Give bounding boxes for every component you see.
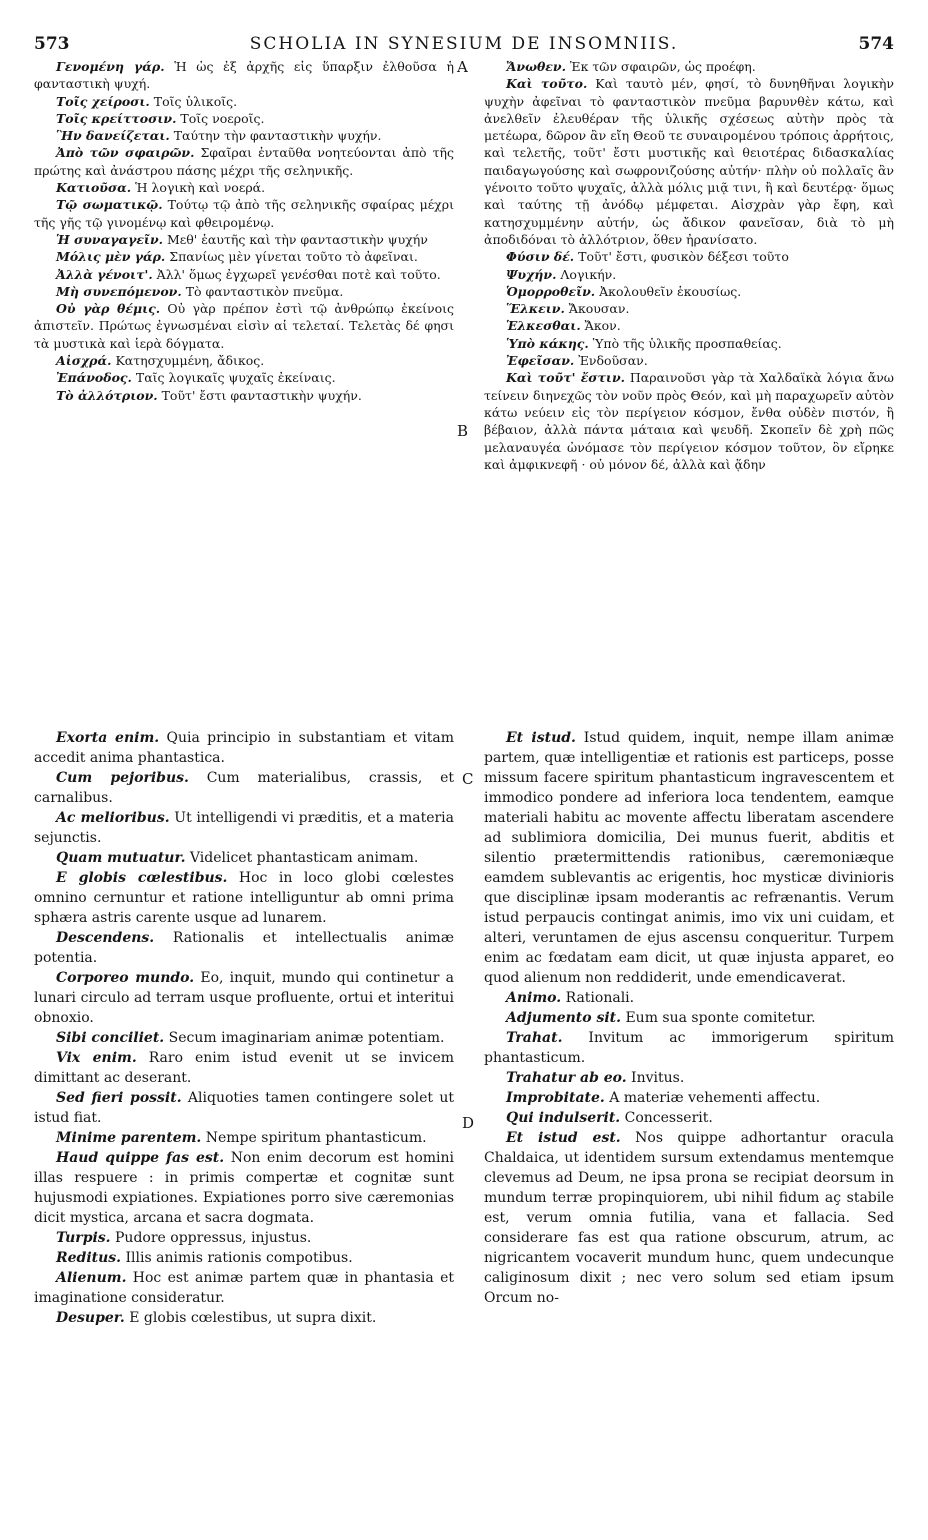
lemma: Τοῖς χείροσι.	[56, 93, 150, 109]
scholion-entry	[34, 1248, 454, 1268]
gloss-text: Hoc est animæ partem quæ in phantasia et imaginatione consideratur.	[34, 1270, 454, 1306]
scholion-entry	[34, 58, 454, 93]
scholion-entry	[484, 1028, 894, 1068]
gloss-text: Invitus.	[626, 1070, 685, 1086]
gloss-text: Ἡ ὡς ἐξ ἀρχῆς εἰς ὕπαρξιν ἐλθοῦσα ἡ φανταστικὴ ψυχή.	[34, 59, 454, 92]
gloss-text: Κατησχυμμένη, ἄδικος.	[111, 353, 265, 369]
greek-scholia-right-column	[484, 58, 894, 473]
lemma: Καὶ τοῦτ' ἔστιν.	[506, 370, 626, 386]
gloss-text: Τούτῳ τῷ ἀπὸ τῆς σεληνικῆς σφαίρας μέχρι τῆς γῆς τῷ γινομένῳ καὶ φθειρομένῳ.	[34, 197, 454, 230]
scholion-entry	[34, 1148, 454, 1228]
gloss-text: Οὐ γὰρ πρέπον ἐστὶ τῷ ἀνθρώπῳ ἐκείνοις ἀπιστεῖν. Πρώτως ἐγνωσμέναι εἰσὶν αἱ τελεταί. Τελετὰς δέ φησι τὰ μυστικὰ καὶ ἱερὰ δόγματα.	[34, 301, 455, 351]
scholion-entry	[484, 266, 894, 283]
gloss-text: Καὶ ταυτὸ μέν, φησί, τὸ δυνηθῆναι λογικὴν ψυχὴν ἀφεῖναι τὸ φανταστικὸν πνεῦμα βαρυνθὲν κάτω, καὶ ἀνελθεῖν ἐλευθέραν τῆς ὑλικῆς σχέσεως αὐτὴν πρὸς τὰ μετέωρα, δῶρον ἂν εἴη Θεοῦ τε συναιρομένου τρόποις ἀρρήτοις, καὶ τελετῆς, τοῦτ' ἔστι μυστικῆς καὶ θειοτέρας διδασκαλίας παιδαγωγούσης καὶ σωφρονιζούσης αὐτήν· πλὴν οὐ πολλαῖς ἂν γένοιτο τοῦτο ψυχαῖς, ἀλλὰ μόλις μιᾷ τινι, ἢ καὶ δευτέρᾳ· ὅμως καὶ ταύτης τῇ ἀνόδῳ μέμφεται. Αἰσχρὰν γὰρ ἔφη, καὶ κατησχυμμένην αὐτήν, ὡς ἄδικον φανεῖσαν, διὰ τὸ μὴ ἀποδιδόναι τὸ ἀλλότριον, ὅθεν ἠρανίσατο.	[484, 76, 895, 247]
lemma: Τῷ σωματικῷ.	[56, 197, 163, 213]
gloss-text: Rationalis et intellectualis animæ potentia.	[34, 930, 454, 966]
gloss-text: Ἐνδοῦσαν.	[574, 353, 648, 369]
gloss-text: Τοῖς νοεροῖς.	[176, 110, 265, 126]
scholion-entry	[34, 768, 454, 808]
lemma: Ac melioribus.	[56, 810, 170, 826]
gloss-text: E globis cœlestibus, ut supra dixit.	[124, 1310, 377, 1326]
gloss-text: Non enim decorum est homini illas respuere : in primis compertæ et cognitæ sunt hujusmodi expiationes. Expiationes porro sive cæremonias dicit mystica, arcana et sacra dogmata.	[34, 1150, 455, 1226]
gloss-text: Ἄκουσαν.	[564, 301, 630, 317]
margin-letter-c: C	[462, 770, 474, 788]
lemma: Ἀλλὰ γένοιτ'.	[56, 266, 153, 282]
lemma: Τοῖς κρείττοσιν.	[56, 110, 177, 126]
gloss-text: Eo, inquit, mundo qui continetur a lunari circulo ad terram usque profluente, ortui et interitui obnoxio.	[34, 970, 454, 1026]
gloss-text: Illis animis rationis compotibus.	[121, 1250, 353, 1266]
scholion-entry	[484, 300, 894, 317]
running-title: SCHOLIA IN SYNESIUM DE INSOMNIIS.	[249, 34, 679, 54]
lemma: Desuper.	[56, 1310, 125, 1326]
latin-translation-left-column	[34, 728, 454, 1328]
scholion-entry	[34, 352, 454, 369]
gloss-text: Λογικήν.	[556, 266, 617, 282]
scholion-entry	[484, 1128, 894, 1308]
page-number-right: 574	[858, 34, 894, 54]
gloss-text: Ταύτην τὴν φανταστικὴν ψυχήν.	[169, 128, 382, 144]
gloss-text: Ἀκολουθεῖν ἑκουσίως.	[595, 283, 742, 299]
lemma: Αἰσχρά.	[56, 353, 112, 369]
scholion-entry	[34, 1308, 454, 1328]
scholion-entry	[34, 93, 454, 110]
scholion-entry	[484, 369, 894, 473]
scholion-entry	[34, 127, 454, 144]
greek-scholia-left-column	[34, 58, 454, 404]
lemma: Ἑλκεσθαι.	[506, 318, 581, 334]
gloss-text: Τοῦτ' ἔστι, φυσικὸν δέξεσι τοῦτο	[574, 249, 789, 265]
lemma: Animo.	[506, 990, 562, 1006]
scholion-entry	[34, 1048, 454, 1088]
gloss-text: Σφαῖραι ἐνταῦθα νοητεύονται ἀπὸ τῆς πρώτης καὶ ἀνάστρου πάσης μέχρι τῆς σεληνικῆς.	[34, 145, 454, 178]
lemma: Haud quippe fas est.	[56, 1150, 225, 1166]
scholion-entry	[34, 968, 454, 1028]
lemma: Quam mutuatur.	[56, 850, 186, 866]
scholion-entry	[484, 988, 894, 1008]
gloss-text: Aliquoties tamen contingere solet ut istud fiat.	[34, 1090, 455, 1126]
lemma: Qui indulserit.	[506, 1110, 621, 1126]
gloss-text: Τοῦτ' ἔστι φανταστικὴν ψυχήν.	[157, 387, 362, 403]
scholion-entry	[34, 1088, 454, 1128]
lemma: Γενομένη γάρ.	[56, 59, 165, 74]
lemma: Descendens.	[56, 930, 155, 946]
scholion-entry	[34, 248, 454, 265]
scholion-entry	[34, 231, 454, 248]
lemma: Sibi conciliet.	[56, 1030, 165, 1046]
scholion-entry	[484, 1108, 894, 1128]
scholion-entry	[34, 266, 454, 283]
lemma: Turpis.	[56, 1230, 111, 1246]
scholion-entry	[34, 728, 454, 768]
scholion-entry	[484, 75, 894, 248]
lemma: Corporeo mundo.	[56, 970, 195, 986]
lemma: Improbitate.	[506, 1090, 605, 1106]
scholion-entry	[34, 1128, 454, 1148]
margin-letter-d: D	[462, 1114, 475, 1132]
lemma: Alienum.	[56, 1270, 127, 1286]
lemma: Ὁμορροθεῖν.	[506, 283, 596, 299]
lemma: Ὑπὸ κάκης.	[506, 335, 589, 351]
lemma: Μόλις μὲν γάρ.	[56, 249, 166, 265]
scholion-entry	[484, 248, 894, 265]
margin-letter-a: A	[457, 58, 468, 76]
gloss-text: Ἐκ τῶν σφαιρῶν, ὡς προέφη.	[565, 59, 756, 74]
gloss-text: Ταῖς λογικαῖς ψυχαῖς ἐκείναις.	[131, 370, 336, 386]
gloss-text: Pudore oppressus, injustus.	[110, 1230, 312, 1246]
lemma: Vix enim.	[56, 1050, 137, 1066]
scholion-entry	[34, 808, 454, 848]
gloss-text: Nos quippe adhortantur oracula Chaldaica, ut identidem sursum extendamus mentemque clevemus ad Deum, ne ipsa prona se recipiat deorsum in mundum terræ propinquiorem, ubi nihil fidum aç stabile est, verum omnia futilia, vana et fallacia. Sed considerare fas est qua ratione obscurum, atrum, ac nigricantem vocaverit mundum hunc, quem undecunque caliginosum dixit ; nec vero solum sed etiam ipsum Orcum no-	[484, 1130, 894, 1306]
scholion-entry	[34, 1268, 454, 1308]
gloss-text: Eum sua sponte comitetur.	[621, 1010, 816, 1026]
lemma: Reditus.	[56, 1250, 122, 1266]
scholion-entry	[34, 369, 454, 386]
lemma: Minime parentem.	[56, 1130, 202, 1146]
gloss-text: Ὑπὸ τῆς ὑλικῆς προσπαθείας.	[588, 335, 782, 351]
scholion-entry	[484, 283, 894, 300]
scholion-entry	[484, 352, 894, 369]
scholion-entry	[34, 196, 454, 231]
page-number-left: 573	[34, 34, 70, 54]
gloss-text: Cum materialibus, crassis, et carnalibus.	[34, 770, 454, 806]
margin-letter-b: B	[457, 422, 469, 440]
scholion-entry	[34, 300, 454, 352]
lemma: Et istud est.	[506, 1130, 621, 1146]
gloss-text: Rationali.	[561, 990, 635, 1006]
scholion-entry	[484, 335, 894, 352]
lemma: Φύσιν δέ.	[506, 249, 575, 265]
lemma: Trahatur ab eo.	[506, 1070, 627, 1086]
gloss-text: Raro enim istud evenit ut se invicem dimittant ac deserant.	[34, 1050, 455, 1086]
lemma: Ἕλκειν.	[506, 301, 565, 317]
lemma: Ἣν δανείζεται.	[56, 128, 170, 144]
lemma: Ψυχήν.	[506, 266, 557, 282]
gloss-text: Ἄκον.	[580, 318, 621, 334]
lemma: Ἡ συναγαγεῖν.	[56, 231, 164, 247]
gloss-text: Quia principio in substantiam et vitam accedit anima phantastica.	[34, 730, 454, 766]
running-header	[34, 34, 894, 58]
gloss-text: Ut intelligendi vi præditis, et a materia sejunctis.	[34, 810, 454, 846]
scholion-entry	[34, 387, 454, 404]
lemma: Adjumento sit.	[506, 1010, 622, 1026]
gloss-text: Istud quidem, inquit, nempe illam animæ partem, quæ intelligentiæ et rationis est particeps, posse missum facere spiritum phantasticum ingravescentem et immodico pondere ad inferiora loca tendentem, eamque materiali habitu ac movente affectu liberatam ascendere ad sublimiora domicilia, Dei munus fuerit, abditis et silentio prætermittendis rationibus, cæremoniæque eamdem sublevantis ac erigentis, hoc mysticæ divinioris que disciplinæ ipsam moderantis ac refrænantis. Verum istud perpaucis contingat animis, imo vix uni cuidam, et alteri, veruntamen de ejus ascensu conqueritur. Turpem enim ac fœdatam eam dicit, ut quæ injusta apparet, eo quod alienum non reddiderit, unde emendicaverat.	[484, 730, 894, 986]
gloss-text: Ἀλλ' ὅμως ἐγχωρεῖ γενέσθαι ποτὲ καὶ τοῦτο.	[152, 266, 441, 282]
gloss-text: Videlicet phantasticam animam.	[185, 850, 419, 866]
gloss-text: A materiæ vehementi affectu.	[604, 1090, 821, 1106]
gloss-text: Concesserit.	[620, 1110, 713, 1126]
scholion-entry	[484, 728, 894, 988]
gloss-text: Παραινοῦσι γὰρ τὰ Χαλδαϊκὰ λόγια ἄνω τείνειν διηνεχῶς τὸν νοῦν πρὸς Θεόν, καὶ μὴ παραχωρεῖν αὐτὸν κάτω νεύειν εἰς τὸν περίγειον κόσμον, ἔνθα οὐδὲν πιστόν, ἢ βέβαιον, ἀλλὰ πάντα μάταια καὶ ψευδῆ. Σκοπεῖν δὲ χρὴ πῶς μελαναυγέα ὠνόμασε τὸν περίγειον κόσμον τοῦτον, ὃν εἴρηκε καὶ ἀμφικνεφῆ · οὐ μόνον δέ, ἀλλὰ καὶ ᾅδην	[484, 370, 894, 472]
scholion-entry	[34, 283, 454, 300]
scholion-entry	[34, 928, 454, 968]
lemma: E globis cœlestibus.	[56, 870, 228, 886]
gloss-text: Τὸ φανταστικὸν πνεῦμα.	[181, 283, 344, 299]
latin-translation-right-column	[484, 728, 894, 1308]
gloss-text: Secum imaginariam animæ potentiam.	[164, 1030, 445, 1046]
gloss-text: Hoc in loco globi cœlestes omnino cernuntur et ratione intelliguntur ab omni prima sphæra astris carente usque ad lunarem.	[34, 870, 454, 926]
lemma: Cum pejoribus.	[56, 770, 189, 786]
gloss-text: Ἡ λογικὴ καὶ νοερά.	[131, 180, 266, 196]
gloss-text: Nempe spiritum phantasticum.	[201, 1130, 427, 1146]
lemma: Μὴ συνεπόμενον.	[56, 283, 182, 299]
scholion-entry	[34, 868, 454, 928]
gloss-text: Invitum ac immorigerum spiritum phantasticum.	[484, 1030, 894, 1066]
scholion-entry	[484, 1088, 894, 1108]
scholion-entry	[484, 1008, 894, 1028]
lemma: Ἀπὸ τῶν σφαιρῶν.	[56, 145, 195, 161]
lemma: Ἐφεῖσαν.	[506, 353, 575, 369]
scholion-entry	[484, 317, 894, 334]
gloss-text: Μεθ' ἑαυτῆς καὶ τὴν φανταστικὴν ψυχήν	[163, 231, 428, 247]
scholion-entry	[34, 1228, 454, 1248]
lemma: Ἄνωθεν.	[506, 59, 566, 74]
lemma: Τὸ ἀλλότριον.	[56, 387, 158, 403]
lemma: Trahat.	[506, 1030, 563, 1046]
lemma: Κατιοῦσα.	[56, 180, 132, 196]
lemma: Οὐ γὰρ θέμις.	[56, 301, 161, 317]
gloss-text: Τοῖς ὑλικοῖς.	[149, 93, 238, 109]
lemma: Et istud.	[506, 730, 576, 746]
scholion-entry	[34, 848, 454, 868]
gloss-text: Σπανίως μὲν γίνεται τοῦτο τὸ ἀφεῖναι.	[165, 249, 418, 265]
scholion-entry	[34, 110, 454, 127]
scholion-entry	[484, 58, 894, 75]
scholion-entry	[484, 1068, 894, 1088]
lemma: Sed fieri possit.	[56, 1090, 182, 1106]
scholion-entry	[34, 1028, 454, 1048]
lemma: Exorta enim.	[56, 730, 160, 746]
scholion-entry	[34, 179, 454, 196]
lemma: Καὶ τοῦτο.	[506, 76, 588, 92]
lemma: Ἐπάνοδος.	[56, 370, 132, 386]
scholion-entry	[34, 144, 454, 179]
